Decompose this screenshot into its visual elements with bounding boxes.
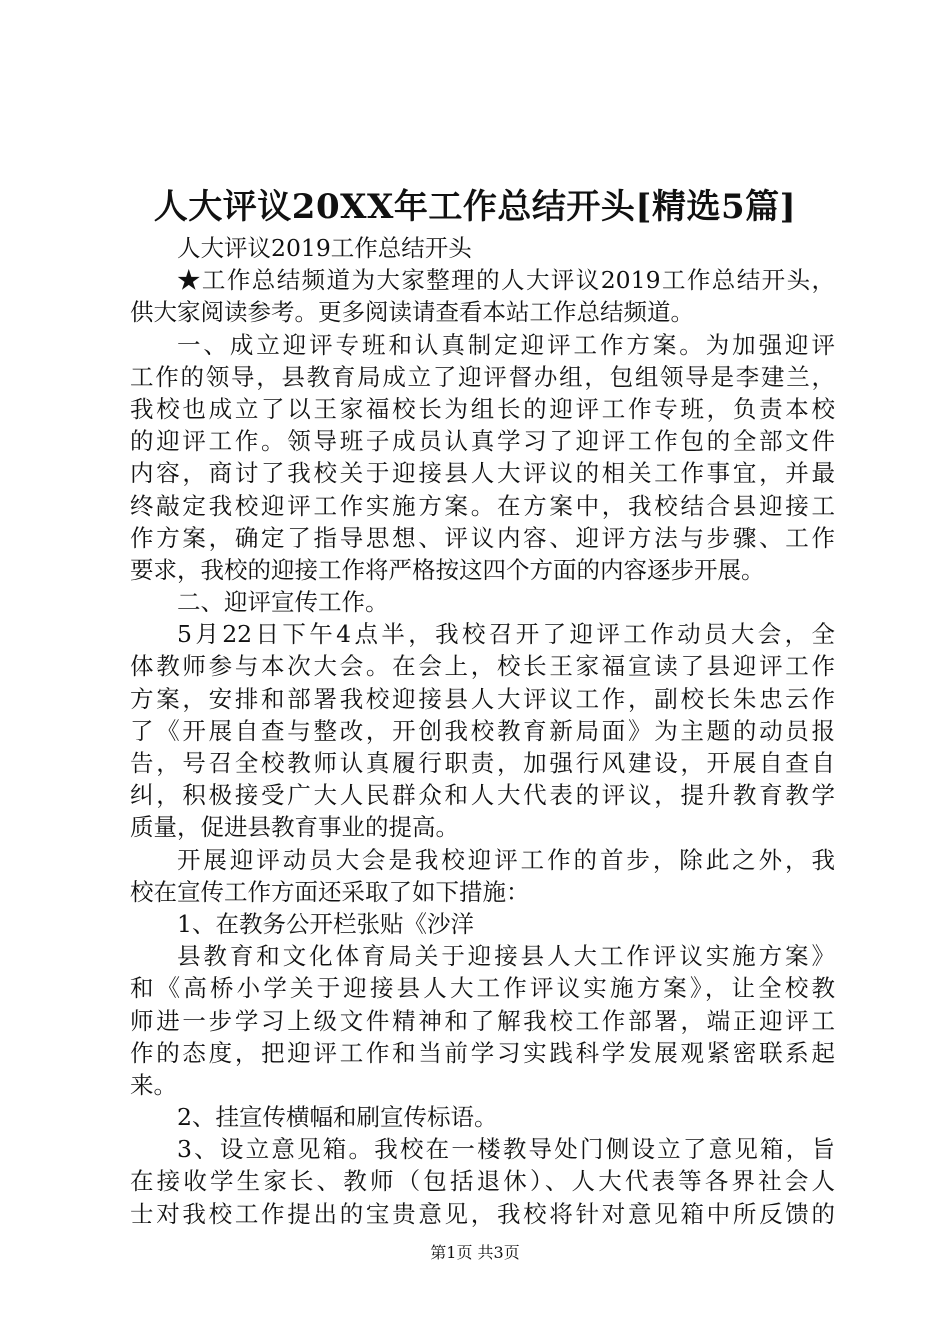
text-line: 质量，促进县教育事业的提高。 (130, 813, 459, 842)
text-line: 来。 (130, 1070, 177, 1099)
text-line: 开展迎评动员大会是我校迎评工作的首步，除此之外，我 (177, 845, 835, 874)
text-line: 供大家阅读参考。更多阅读请查看本站工作总结频道。 (130, 298, 694, 327)
text-line: 体教师参与本次大会。在会上，校长王家福宣读了县迎评工作 (130, 652, 835, 681)
text-line: 校在宣传工作方面还采取了如下措施： (130, 877, 530, 906)
text-line: 作的态度，把迎评工作和当前学习实践科学发展观紧密联系起 (130, 1038, 835, 1067)
text-line: 士对我校工作提出的宝贵意见，我校将针对意见箱中所反馈的 (130, 1199, 835, 1228)
text-line: 内容，商讨了我校关于迎接县人大评议的相关工作事宜，并最 (130, 459, 835, 488)
text-line: 在接收学生家长、教师（包括退休）、人大代表等各界社会人 (130, 1167, 835, 1196)
text-line: 一、成立迎评专班和认真制定迎评工作方案。为加强迎评 (177, 330, 835, 359)
text-line: 的迎评工作。领导班子成员认真学习了迎评工作包的全部文件 (130, 427, 835, 456)
text-line: 和《高桥小学关于迎接县人大工作评议实施方案》，让全校教 (130, 974, 835, 1003)
text-line: 2、挂宣传横幅和刷宣传标语。 (177, 1103, 498, 1132)
text-line: ★工作总结频道为大家整理的人大评议2019工作总结开头， (177, 266, 835, 295)
text-line: 纠，积极接受广大人民群众和人大代表的评议，提升教育教学 (130, 781, 835, 810)
text-line: 县教育和文化体育局关于迎接县人大工作评议实施方案》 (177, 942, 835, 971)
text-line: 3、设立意见箱。我校在一楼教导处门侧设立了意见箱，旨 (177, 1135, 835, 1164)
text-line: 要求，我校的迎接工作将严格按这四个方面的内容逐步开展。 (130, 555, 765, 584)
text-line: 终敲定我校迎评工作实施方案。在方案中，我校结合县迎接工 (130, 491, 835, 520)
text-line: 1、在教务公开栏张贴《沙洋 (177, 909, 474, 938)
text-line: 了《开展自查与整改，开创我校教育新局面》为主题的动员报 (130, 716, 835, 745)
text-line: 告，号召全校教师认真履行职责，加强行风建设，开展自查自 (130, 749, 835, 777)
document-body (130, 232, 835, 1230)
document-title: 人大评议20XX年工作总结开头[精选5篇] (153, 187, 797, 227)
text-line: 人大评议2019工作总结开头 (177, 234, 472, 262)
text-line: 作方案，确定了指导思想、评议内容、迎评方法与步骤、工作 (130, 523, 835, 552)
text-line: 方案，安排和部署我校迎接县人大评议工作，副校长朱忠云作 (130, 684, 835, 713)
text-line: 工作的领导，县教育局成立了迎评督办组，包组领导是李建兰， (130, 362, 835, 391)
text-line: 5月22日下午4点半，我校召开了迎评工作动员大会，全 (177, 620, 835, 649)
text-line: 二、迎评宣传工作。 (177, 588, 389, 617)
text-line: 师进一步学习上级文件精神和了解我校工作部署，端正迎评工 (130, 1006, 835, 1035)
page-footer: 第1页 共3页 (430, 1243, 520, 1262)
text-line: 我校也成立了以王家福校长为组长的迎评工作专班，负责本校 (130, 394, 835, 423)
